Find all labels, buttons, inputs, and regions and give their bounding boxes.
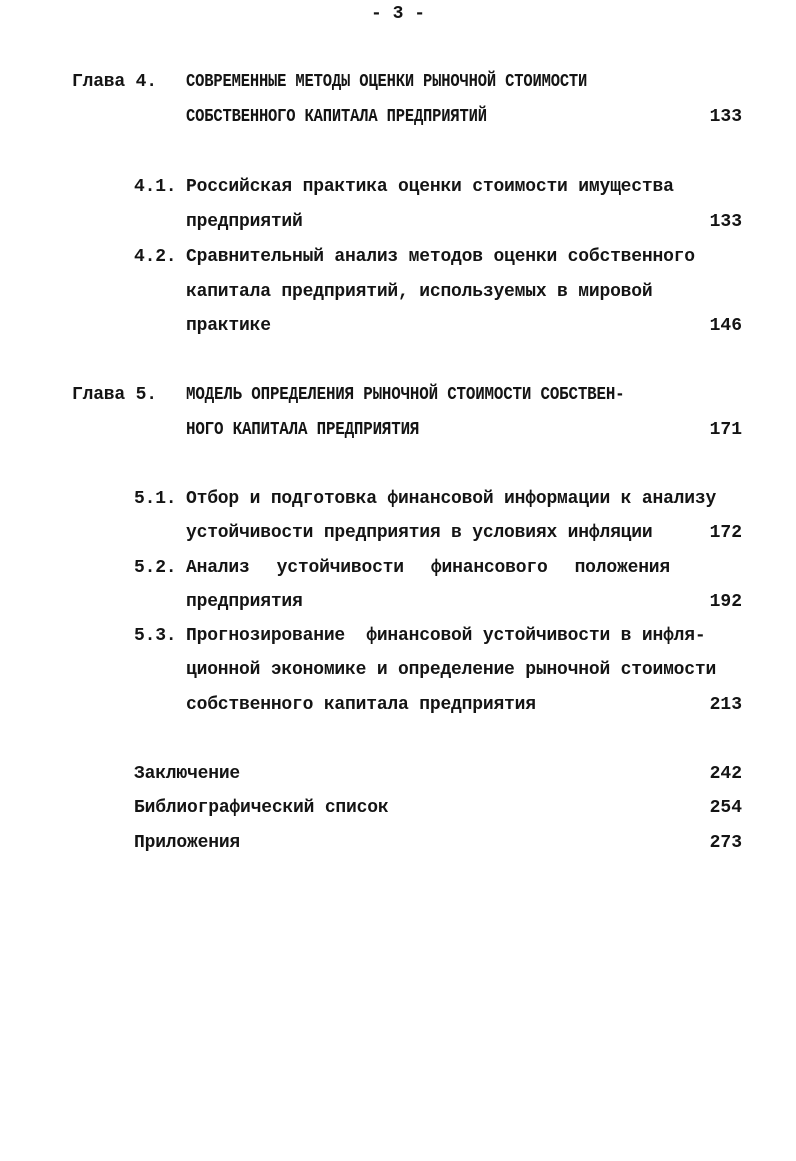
section-number: 4.1. — [134, 177, 177, 197]
section-title-line: предприятия — [186, 592, 303, 612]
section-title-line: собственного капитала предприятия — [186, 695, 536, 715]
section-title-line: предприятий — [186, 212, 303, 232]
section-number: 5.2. — [134, 558, 177, 578]
chapter-title-line: СОВРЕМЕННЫЕ МЕТОДЫ ОЦЕНКИ РЫНОЧНОЙ СТОИМОСТИ — [186, 72, 588, 92]
section-title-line: устойчивости предприятия в условиях инфляции — [186, 523, 653, 543]
section-title-line: Прогнозирование финансовой устойчивости в инфля- — [186, 626, 706, 646]
back-matter-page-number: 273 — [709, 833, 742, 853]
section-number: 5.3. — [134, 626, 177, 646]
back-matter-page-number: 242 — [709, 764, 742, 784]
section-title-line: ционной экономике и определение рыночной стоимости — [186, 660, 717, 680]
section-title-line: практике — [186, 316, 271, 336]
section-page-number: 146 — [709, 316, 742, 336]
section-number: 5.1. — [134, 489, 177, 509]
section-title-line — [186, 557, 670, 579]
back-matter-title: Заключение — [134, 764, 241, 784]
chapter-title-line: СОБСТВЕННОГО КАПИТАЛА ПРЕДПРИЯТИЙ — [186, 107, 487, 127]
section-title-line: Отбор и подготовка финансовой информации к анализу — [186, 489, 717, 509]
chapter-page-number: 171 — [709, 420, 742, 440]
section-title-word: устойчивости — [276, 558, 404, 578]
section-page-number: 213 — [709, 695, 742, 715]
chapter-title-line: МОДЕЛЬ ОПРЕДЕЛЕНИЯ РЫНОЧНОЙ СТОИМОСТИ СОБСТВЕН- — [186, 385, 625, 405]
section-title-line: Сравнительный анализ методов оценки собственного — [186, 247, 695, 267]
section-title-word: финансового — [430, 558, 548, 578]
section-page-number: 192 — [709, 592, 742, 612]
section-page-number: 133 — [709, 212, 742, 232]
back-matter-page-number: 254 — [709, 798, 742, 818]
chapter-label: Глава 5. — [72, 385, 157, 405]
chapter-page-number: 133 — [709, 107, 742, 127]
back-matter-title: Библиографический список — [134, 798, 389, 818]
chapter-label: Глава 4. — [72, 72, 157, 92]
section-title-line: Российская практика оценки стоимости имущества — [186, 177, 674, 197]
section-number: 4.2. — [134, 247, 177, 267]
section-title-word: Анализ — [186, 558, 250, 578]
section-title-word: положения — [574, 558, 670, 578]
chapter-title-line: НОГО КАПИТАЛА ПРЕДПРИЯТИЯ — [186, 420, 420, 440]
section-page-number: 172 — [709, 523, 742, 543]
page-number: - 3 - — [370, 4, 425, 24]
section-title-line: капитала предприятий, используемых в мировой — [186, 282, 653, 302]
back-matter-title: Приложения — [134, 833, 241, 853]
